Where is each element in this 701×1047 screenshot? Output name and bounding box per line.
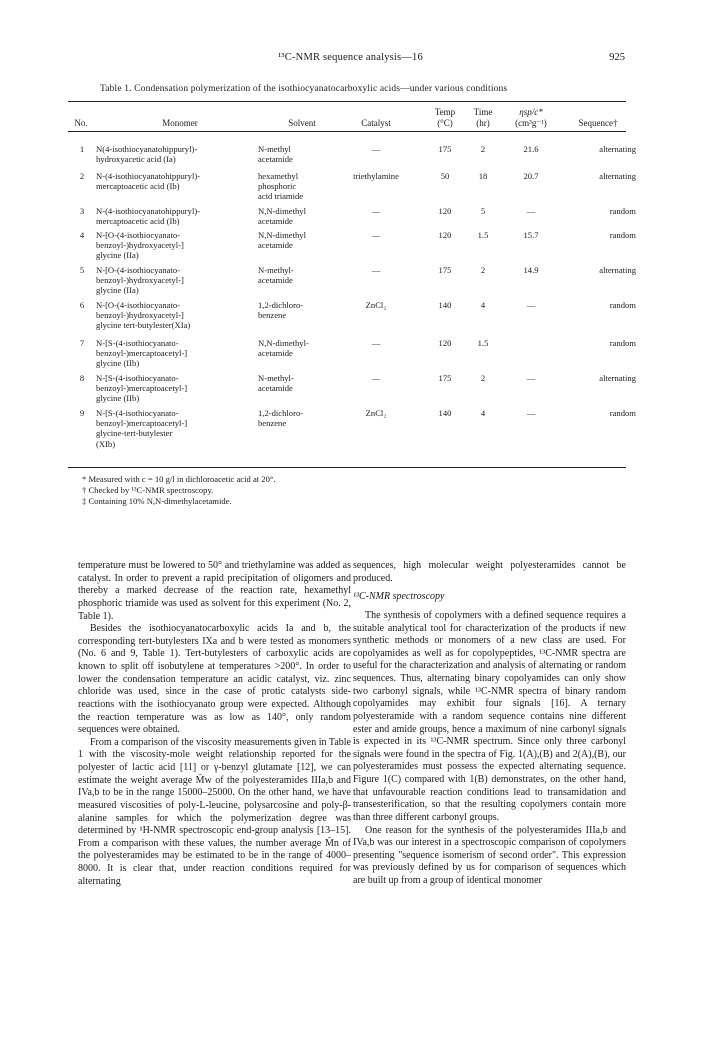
cell-time: 2 (480, 265, 486, 275)
col-header-viscosity (502, 107, 560, 129)
cell-monomer-line: N-[O-(4-isothiocyanato- (96, 230, 180, 240)
table-header-rule (68, 131, 626, 132)
cell-catalyst: ZnCl₂ (365, 300, 387, 310)
cell-viscosity: — (526, 408, 536, 418)
cell-time: 5 (480, 206, 486, 216)
cell-solvent (258, 408, 353, 428)
cell-solvent (258, 171, 353, 202)
cell-time: 1.5 (477, 230, 489, 240)
cell-solvent (258, 265, 353, 285)
cell-temp: 140 (438, 300, 452, 310)
body-paragraph: temperature must be lowered to 50° and triethylamine was added as catalyst. In order to prevent a rapid precipitation of oligomers and thereby a marked decrease of the reaction rate, hexamethyl phosphoric triamide was used as solvent for this experiment (No. 2, Table 1). (78, 560, 351, 622)
table-top-rule (68, 101, 626, 102)
cell-monomer-line: benzoyl-)mercaptoacetyl-] (96, 418, 188, 429)
body-paragraph: From a comparison of the viscosity measurements given in Table 1 with the viscosity-mole weight relationship reported for the polyester of lactic acid [11] or γ-benzyl glutamate [12], we can estimate the weight average M̄w of the polyesteramides IIIa,b and IVa,b to be in the range 15000–25000. On the other hand, we have measured viscosities of poly-L-leucine, polysarcosine and poly-β-alanine samples for which the polymerization degree was determined by ¹H-NMR spectroscopic end-group analysis [13–15]. From a comparison with these values, the number average M̄n of the polyesteramides may be estimated to be in the range of 4000–8000. It is clear that, under reaction conditions required for alternating (78, 736, 351, 887)
cell-monomer (96, 206, 246, 226)
cell-monomer-line: hydroxyacetic acid (Ia) (96, 154, 176, 165)
cell-monomer (96, 300, 246, 331)
cell-solvent-line: acetamide (258, 216, 293, 227)
cell-solvent (258, 206, 353, 226)
body-paragraph: sequences, high molecular weight polyesteramides cannot be produced. (353, 560, 626, 584)
cell-solvent (258, 300, 353, 320)
cell-monomer (96, 373, 246, 404)
cell-monomer-line: glycine (IIb) (96, 393, 140, 404)
cell-sequence: alternating (599, 265, 636, 275)
cell-solvent-line: N,N-dimethyl (258, 206, 306, 216)
cell-monomer-line: N-[S-(4-isothiocyanato- (96, 373, 179, 383)
cell-sequence: random (609, 230, 636, 240)
col-header-sequence: Sequence† (578, 118, 618, 128)
col-header-visc-line1: ηsp/c* (519, 107, 543, 117)
cell-monomer-line: N-[O-(4-isothiocyanato- (96, 300, 180, 310)
cell-sequence: alternating (599, 144, 636, 154)
body-paragraph: The synthesis of copolymers with a defined sequence requires a suitable analytical tool for characterization of the products if new synthetic methods or monomers of a new class are used. For copolyamides as well as for copolypeptides, ¹³C-NMR spectra are useful for the characterization and analysis of alternating or random sequences. Thus, alternating binary copolyamides can only show two carbonyl signals, while ¹³C-NMR spectra of binary random copolyamides may exhibit four signals [16]. A ternary polyesteramide with a random sequence contains nine different ester and amide groups, hence a maximum of nine carbonyl signals is expected in its ¹³C-NMR spectrum. Since only three carbonyl signals were found in the spectra of Fig. 1(A),(B) and 2(A),(B), our polyesteramides must possess the expected alternating sequence. Figure 1(C) compared with 1(B) demonstrates, on the other hand, that unfavourable reaction conditions lead to transamidation and transesterification, so that the resulting copolymers contain more than three different carbonyl groups. (353, 609, 626, 823)
cell-temp: 120 (438, 206, 452, 216)
cell-monomer-line: benzoyl-)hydroxyacetyl-] (96, 275, 184, 286)
col-header-temp-line2: (°C) (437, 118, 453, 128)
cell-viscosity: — (526, 206, 536, 216)
cell-monomer-line: mercaptoacetic acid (Ib) (96, 216, 180, 227)
running-head (0, 52, 701, 68)
cell-temp: 175 (438, 265, 452, 275)
col-header-catalyst: Catalyst (361, 118, 391, 128)
col-header-visc-line2: (cm³g⁻¹) (515, 118, 547, 128)
cell-catalyst: triethylamine (353, 171, 399, 181)
cell-solvent-line: acetamide (258, 275, 293, 286)
body-column-right (353, 560, 626, 888)
col-header-time-line2: (hr) (476, 118, 490, 128)
cell-solvent-line: acetamide (258, 348, 293, 359)
cell-solvent (258, 338, 353, 358)
cell-time: 1.5 (477, 338, 489, 348)
col-header-temp-line1: Temp (434, 107, 456, 117)
cell-monomer-line: mercaptoacetic acid (Ib) (96, 181, 180, 192)
col-header-time (464, 107, 502, 129)
cell-no: 2 (79, 171, 85, 181)
cell-monomer (96, 171, 246, 191)
cell-viscosity: 21.6 (523, 144, 539, 154)
cell-solvent (258, 230, 353, 250)
table-bottom-rule (68, 467, 626, 468)
cell-viscosity: 14.9 (523, 265, 539, 275)
cell-monomer (96, 338, 246, 369)
cell-viscosity: 20.7 (523, 171, 539, 181)
cell-solvent-line: acetamide (258, 240, 293, 251)
cell-catalyst: ZnCl₂ (365, 408, 387, 418)
cell-monomer-line: N-[S-(4-isothiocyanato- (96, 338, 179, 348)
cell-monomer-line: glycine tert-butylester(XIa) (96, 320, 191, 331)
footnote-sequence: † Checked by ¹³C-NMR spectroscopy. (82, 484, 214, 495)
cell-monomer-line: glycine-tert-butylester (96, 428, 173, 439)
cell-catalyst: — (371, 230, 381, 240)
footnote-solvent: ‡ Containing 10% N,N-dimethylacetamide. (82, 495, 232, 506)
cell-solvent-line: 1,2-dichloro- (258, 300, 304, 310)
cell-solvent-line: acetamide (258, 383, 293, 394)
cell-solvent (258, 144, 353, 164)
cell-solvent-line: phosphoric (258, 181, 297, 192)
body-paragraph: Besides the isothiocyanatocarboxylic acids Ia and b, the corresponding tert-butylesters IXa and b were tested as monomers (No. 6 and 9, Table 1). Tert-butylesters of carboxylic acids are known to split off isobutylene at temperatures >200°. In order to lower the condensation temperature an acidic catalyst, viz. zinc chloride was used, since in the case of protic catalysts side-reactions with the isothiocyanato group were expected. Although the reaction temperature was as low as 140°, only random sequences were obtained. (78, 623, 351, 736)
cell-monomer-line: glycine (IIa) (96, 285, 139, 296)
cell-monomer (96, 230, 246, 261)
cell-solvent-line: N-methyl- (258, 265, 294, 275)
cell-sequence: random (609, 338, 636, 348)
cell-monomer-line: benzoyl-)hydroxyacetyl-] (96, 240, 184, 251)
cell-time: 4 (480, 408, 486, 418)
cell-temp: 50 (440, 171, 450, 181)
cell-solvent-line: benzene (258, 310, 287, 321)
cell-viscosity: 15.7 (523, 230, 539, 240)
cell-solvent-line: acid triamide (258, 191, 304, 202)
footnote-viscosity: * Measured with c = 10 g/l in dichloroacetic acid at 20°. (82, 474, 276, 484)
cell-temp: 140 (438, 408, 452, 418)
cell-monomer-line: N-(4-isothiocyanatohippuryl)- (96, 171, 201, 181)
body-paragraph: One reason for the synthesis of the polyesteramides IIIa,b and IVa,b was our interest in a spectroscopic comparison of copolymers presenting "sequence isomerism of second order". This expression was previously defined by us for comparison of sequences which are built up from a group of identical monomer (353, 824, 626, 886)
cell-viscosity: — (526, 373, 536, 383)
cell-sequence: random (609, 300, 636, 310)
cell-solvent-line: 1,2-dichloro- (258, 408, 304, 418)
cell-solvent-line: N,N-dimethyl- (258, 338, 309, 348)
body-column-left (78, 560, 351, 888)
cell-monomer-line: N-[O-(4-isothiocyanato- (96, 265, 180, 275)
cell-temp: 120 (438, 230, 452, 240)
col-header-no: No. (74, 118, 88, 128)
cell-time: 18 (478, 171, 488, 181)
col-header-time-line1: Time (473, 107, 493, 117)
cell-no: 9 (79, 408, 85, 418)
cell-monomer-line: N-[S-(4-isothiocyanato- (96, 408, 179, 418)
cell-no: 3 (79, 206, 85, 216)
cell-no: 5 (79, 265, 85, 275)
cell-no: 7 (79, 338, 85, 348)
cell-sequence: random (609, 206, 636, 216)
cell-solvent-line: N-methyl (258, 144, 291, 154)
cell-monomer-line: benzoyl-)mercaptoacetyl-] (96, 348, 188, 359)
cell-temp: 175 (438, 144, 452, 154)
cell-monomer (96, 265, 246, 296)
cell-sequence: alternating (599, 373, 636, 383)
cell-monomer-line: glycine (IIb) (96, 358, 140, 369)
cell-solvent-line: N,N-dimethyl (258, 230, 306, 240)
cell-monomer-line: glycine (IIa) (96, 250, 139, 261)
cell-temp: 175 (438, 373, 452, 383)
cell-monomer-line: N-(4-isothiocyanatohippuryl)- (96, 206, 201, 216)
table-footnotes (82, 474, 275, 506)
cell-solvent-line: benzene (258, 418, 287, 429)
cell-monomer-line: benzoyl-)mercaptoacetyl-] (96, 383, 188, 394)
cell-no: 4 (79, 230, 85, 240)
col-header-solvent: Solvent (288, 118, 316, 128)
col-header-monomer: Monomer (162, 118, 198, 128)
cell-solvent (258, 373, 353, 393)
cell-time: 2 (480, 373, 486, 383)
cell-catalyst: — (371, 144, 381, 154)
cell-solvent-line: acetamide (258, 154, 293, 165)
cell-sequence: alternating (599, 171, 636, 181)
cell-monomer-line: benzoyl-)hydroxyacetyl-] (96, 310, 184, 321)
cell-monomer-line: (XIb) (96, 438, 116, 449)
table-caption: Table 1. Condensation polymerization of the isothiocyanatocarboxylic acids—under various conditions (100, 84, 508, 94)
cell-temp: 120 (438, 338, 452, 348)
cell-catalyst: — (371, 338, 381, 348)
cell-viscosity: — (526, 300, 536, 310)
cell-solvent-line: hexamethyl (258, 171, 299, 181)
cell-monomer (96, 144, 246, 164)
page-number: 925 (609, 52, 625, 63)
cell-no: 8 (79, 373, 85, 383)
running-title: ¹³C-NMR sequence analysis—16 (278, 52, 423, 63)
cell-no: 1 (79, 144, 85, 154)
cell-monomer-line: N(4-isothiocyanatohippuryl)- (96, 144, 198, 154)
cell-time: 4 (480, 300, 486, 310)
col-header-temp (425, 107, 465, 129)
section-subheading: ¹³C-NMR spectroscopy (353, 591, 445, 603)
cell-catalyst: — (371, 265, 381, 275)
cell-no: 6 (79, 300, 85, 310)
cell-sequence: random (609, 408, 636, 418)
cell-monomer (96, 408, 246, 449)
cell-time: 2 (480, 144, 486, 154)
cell-solvent-line: N-methyl- (258, 373, 294, 383)
cell-catalyst: — (371, 373, 381, 383)
cell-catalyst: — (371, 206, 381, 216)
